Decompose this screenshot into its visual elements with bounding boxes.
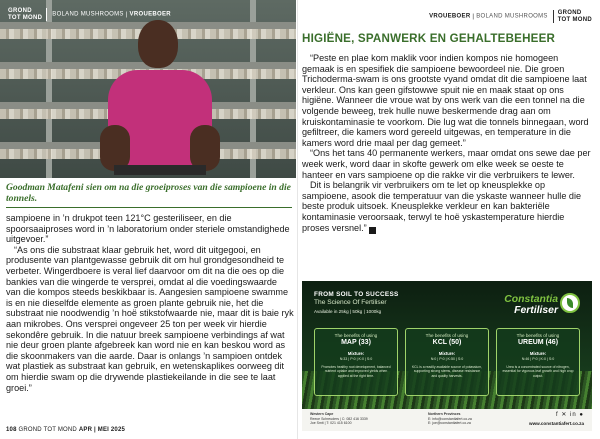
header-section: VROUEBOER — [129, 11, 171, 18]
fertiliser-advert — [302, 281, 592, 431]
product-name: KCL (50) — [432, 339, 462, 346]
header-subtitle: BOLAND MUSHROOMS — [476, 13, 548, 20]
header-section: VROUEBOER — [429, 13, 471, 20]
right-body-text — [302, 53, 592, 234]
paragraph: “Ons het tans 40 permanente werkers, maar omdat ons sewe dae per week werk, word daar in skofte gewerk om elke week se oeste te hanteer en vars sampioene op die rakke vir die verbruikers te lewer. — [302, 148, 591, 180]
caption-divider — [6, 207, 292, 208]
leaf-icon — [560, 293, 580, 313]
header-subtitle: BOLAND MUSHROOMS — [52, 11, 124, 18]
left-running-header: GROND TOT MOND BOLAND MUSHROOMS | VROUEBOER — [8, 8, 171, 21]
page-spine — [297, 0, 298, 439]
website-link[interactable]: www.constantiafert.co.za — [529, 421, 584, 426]
mushroom-tunnel-photo — [0, 0, 296, 178]
ad-contact-bar — [302, 409, 592, 431]
paragraph: Dit is belangrik vir verbruikers om te let op kneusplekke op sampioene, asook die temperatuur van die yskaste wanneer hulle die beste produk uitsoek. Kneusplekke verkleur en kan bakteriële kontaminasie veroorsaak, terwyl te hoë yskastemperature hierdie proses versnel.” G — [302, 180, 582, 233]
footer-issue: APR | MEI 2025 — [78, 427, 126, 433]
product-name: MAP (33) — [341, 339, 371, 346]
worker-figure — [100, 20, 220, 178]
social-icons[interactable]: f ✕ in ● — [556, 412, 584, 418]
page-footer — [6, 427, 125, 433]
page-number: 108 — [6, 427, 17, 433]
ad-subtagline: The Science Of Fertiliser — [314, 299, 387, 306]
brand-logo: Constantia Fertiliser — [504, 294, 558, 316]
worker-head — [138, 20, 178, 68]
paragraph: sampioene in ’n drukpot teen 121°C gesteriliseer, en die spoorsaaiproses word in ’n laboratorium onder steriele omstandighede uitgevoer.” — [6, 213, 290, 245]
left-body-text — [6, 213, 294, 393]
right-running-header: VROUEBOER | BOLAND MUSHROOMS GROND TOT MOND — [429, 10, 592, 23]
contact-northern-provinces: Northern Provinces E: info@constantiafert.co.za E: joe@constantiafert.co.za — [428, 412, 472, 426]
footer-publication: GROND TOT MOND — [18, 427, 77, 433]
worker-belt — [114, 165, 206, 175]
publication-logo: GROND TOT MOND — [553, 10, 592, 23]
contact-western-cape: Western Cape Reece Schreuders | C: 082 416 3339 Joe Smit | T: 021 415 6100 — [310, 412, 368, 426]
product-card: The benefits of using UREUM (46) Mixture: N:46 | P:0 | K:0 | S:0 Urea is a concentrated source of nitrogen, essential for vigorous leaf growth and high crop output. — [496, 328, 580, 396]
photo-caption: Goodman Matafeni sien om na die groeiproses van die sampioene in die tonnels. — [6, 182, 291, 204]
publication-logo: GROND TOT MOND — [8, 8, 47, 21]
ad-availability: Available in 25kg | 50kg | 1000kg — [314, 309, 382, 314]
paragraph: “Peste en plae kom maklik voor indien kompos nie homogeen gemaak is en spesifiek die sampioene bewoordeel nie. Die groen Trichoderma-swam is ons grootste vyand omdat dit die sampioene laat verkleur. Ons kan geen gifstowwe spuit nie en maak staat op ons higiëne. Wanneer die vroue wat by ons werk van die een tonnel na die volgende beweeg, trek hulle nuwe beskermende drag aan om kruiskontaminasie te voorkom. Die lug wat die tonnels binnegaan, word gefiltreer, die kamers word gereeld uitgewas, en temperature in die kamers word drie maal per dag gemeet.” — [302, 53, 589, 148]
article-end-icon: G — [369, 227, 376, 234]
product-card: The benefits of using MAP (33) Mixture: N:33 | P:0 | K:0 | S:0 Promotes healthy root development, balanced nutrient uptake and improved yields when applied at the right time. — [314, 328, 398, 396]
paragraph: “As ons die substraat klaar gebruik het, word dit uitgegooi, en produsente van plantgewasse gebruik dit om hul grondgesondheid te verbeter. Wingerdboere is veral lief daarvoor om dit na die oes op die bankies van die wingerde te versprei, omdat al die voedingswaarde van die kompos steeds beskikbaar is. Aangesien sampioene swamme is en nie dieselfde elemente as groen plante gebruik nie, het die substraat nie noodwendig ’n hoë stikstofwaarde nie, maar dit is baie ryk aan mikrobes. Ons versprei ongeveer 25 ton per week vir hierdie sekondêre gebruik. In die natuur breek sampioene verbindings af wat nie deur groen plante afgebreek kan word nie en kan beskou word as die skoonmakers van die aarde. Daar is onlangs ’n sampioen ontdek wat plastiek as substraat kan gebruik, en wetenskaplikes oorweeg dit om hierdie swam op die drywende plastiekeilande in die see te laat groei.” — [6, 244, 294, 393]
ad-tagline: FROM SOIL TO SUCCESS — [314, 291, 399, 298]
section-headline: HIGIËNE, SPANWERK EN GEHALTEBEHEER — [302, 32, 556, 45]
product-card: The benefits of using KCL (50) Mixture: N:0 | P:0 | K:50 | S:0 KCL is a readily available source of potassium, supporting strong stems, disease resistance and quality harvests. — [405, 328, 489, 396]
product-name: UREUM (46) — [517, 339, 559, 346]
